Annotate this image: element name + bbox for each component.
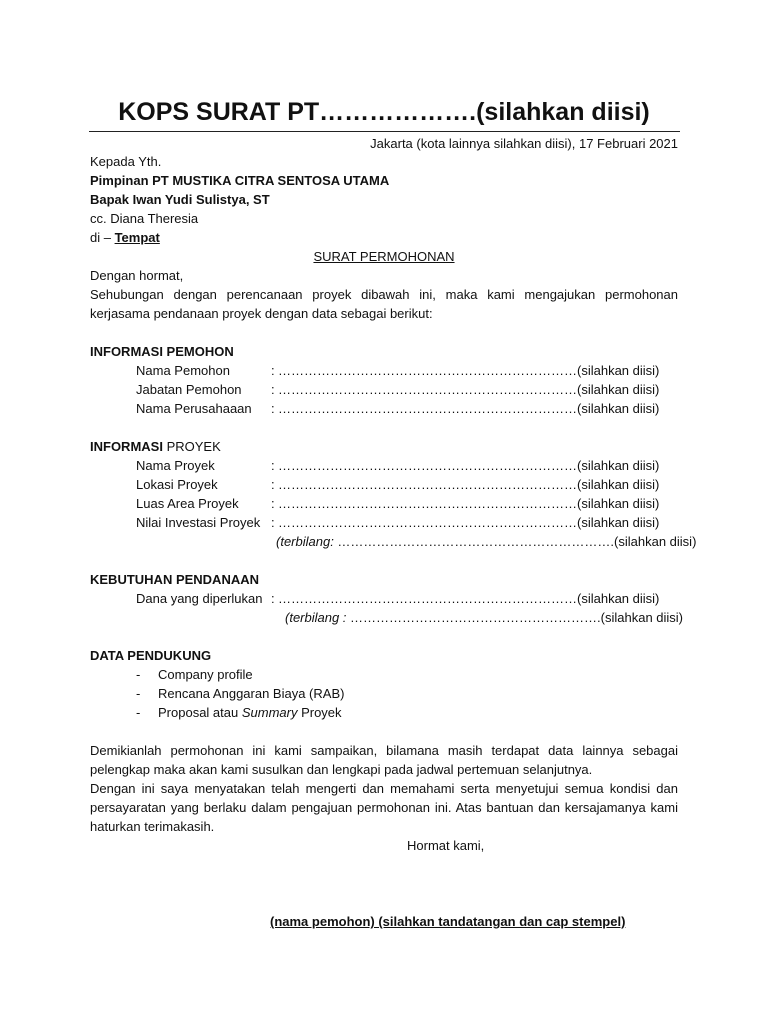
location-prefix: di –: [90, 230, 115, 245]
section-heading-proyek: [90, 437, 221, 456]
section-heading-pemohon: INFORMASI PEMOHON: [90, 344, 234, 359]
list-item: [158, 703, 342, 722]
recipient-person: Bapak Iwan Yudi Sulistya, ST: [90, 192, 270, 207]
field-colon: :: [271, 401, 275, 416]
place-date: Jakarta (kota lainnya silahkan diisi), 17 Februari 2021: [370, 136, 678, 151]
terbilang-value: ………………………………………………….(silahkan diisi): [346, 610, 684, 625]
list-bullet: -: [136, 667, 141, 682]
field-label: Dana yang diperlukan: [136, 591, 263, 606]
terbilang-value: ……………………………………………………….(silahkan diisi): [333, 534, 697, 549]
field-colon: :: [271, 363, 275, 378]
field-colon: :: [271, 477, 275, 492]
field-value: ……………………………………………………………(silahkan diisi): [278, 363, 660, 378]
field-value: ……………………………………………………………(silahkan diisi): [278, 458, 660, 473]
closing-paragraph-1: Demikianlah permohonan ini kami sampaikan, bilamana masih terdapat data lainnya sebagai pelengkap maka akan kami susulkan dan lengkapi pada jadwal pertemuan selanjutnya.: [90, 743, 678, 777]
field-value: ……………………………………………………………(silahkan diisi): [278, 401, 660, 416]
list-item-post: Proyek: [297, 705, 342, 720]
field-colon: :: [271, 496, 275, 511]
field-label: Luas Area Proyek: [136, 496, 239, 511]
recipient-company: Pimpinan PT MUSTIKA CITRA SENTOSA UTAMA: [90, 173, 390, 188]
field-label: Lokasi Proyek: [136, 477, 218, 492]
field-value: ……………………………………………………………(silahkan diisi): [278, 477, 660, 492]
heading-bold-part: INFORMASI: [90, 439, 163, 454]
terbilang-dana: [285, 608, 683, 627]
field-label: Nilai Investasi Proyek: [136, 515, 261, 530]
field-colon: :: [271, 458, 275, 473]
field-value: ……………………………………………………………(silahkan diisi): [278, 591, 660, 606]
field-colon: :: [271, 515, 275, 530]
recipient-cc: cc. Diana Theresia: [90, 211, 199, 226]
field-value: ……………………………………………………………(silahkan diisi): [278, 382, 660, 397]
letterhead-title: KOPS SURAT PT……………….(silahkan diisi): [118, 98, 650, 126]
field-colon: :: [271, 591, 275, 606]
list-item-em: Summary: [241, 705, 298, 720]
header-divider: [89, 131, 680, 132]
section-heading-pendukung: DATA PENDUKUNG: [90, 648, 212, 663]
opening-paragraph: Sehubungan dengan perencanaan proyek dibawah ini, maka kami mengajukan permohonan kerjasama pendanaan proyek dengan data sebagai berikut:: [90, 287, 678, 321]
section-heading-dana: KEBUTUHAN PENDANAAN: [90, 572, 259, 587]
list-bullet: -: [136, 705, 141, 720]
field-label: Nama Pemohon: [136, 363, 230, 378]
list-bullet: -: [136, 686, 141, 701]
field-value: ……………………………………………………………(silahkan diisi): [278, 496, 660, 511]
list-item-pre: Proposal atau: [158, 705, 242, 720]
field-colon: :: [271, 382, 275, 397]
recipient-greeting: Kepada Yth.: [90, 154, 162, 169]
signature-line: (nama pemohon) (silahkan tandatangan dan cap stempel): [270, 914, 626, 929]
field-label: Nama Proyek: [136, 458, 215, 473]
field-label: Nama Perusahaaan: [136, 401, 252, 416]
letter-subject: SURAT PERMOHONAN: [313, 249, 455, 264]
heading-rest-part: PROYEK: [162, 439, 221, 454]
recipient-location: [90, 228, 160, 247]
field-value: ……………………………………………………………(silahkan diisi): [278, 515, 660, 530]
list-item: Rencana Anggaran Biaya (RAB): [158, 686, 345, 701]
closing-paragraph-2: Dengan ini saya menyatakan telah mengerti dan memahami serta menyetujui semua kondisi dan persayaratan yang berlaku dalam pengajuan permohonan ini. Atas bantuan dan kersajamanya kami haturkan terimakasih.: [90, 781, 678, 834]
regards: Hormat kami,: [407, 838, 485, 853]
field-label: Jabatan Pemohon: [136, 382, 242, 397]
location-place: Tempat: [114, 230, 160, 245]
terbilang-investasi: [276, 532, 696, 551]
terbilang-label: (terbilang:: [276, 534, 334, 549]
salutation: Dengan hormat,: [90, 268, 184, 283]
list-item: Company profile: [158, 667, 253, 682]
terbilang-label: (terbilang :: [285, 610, 347, 625]
